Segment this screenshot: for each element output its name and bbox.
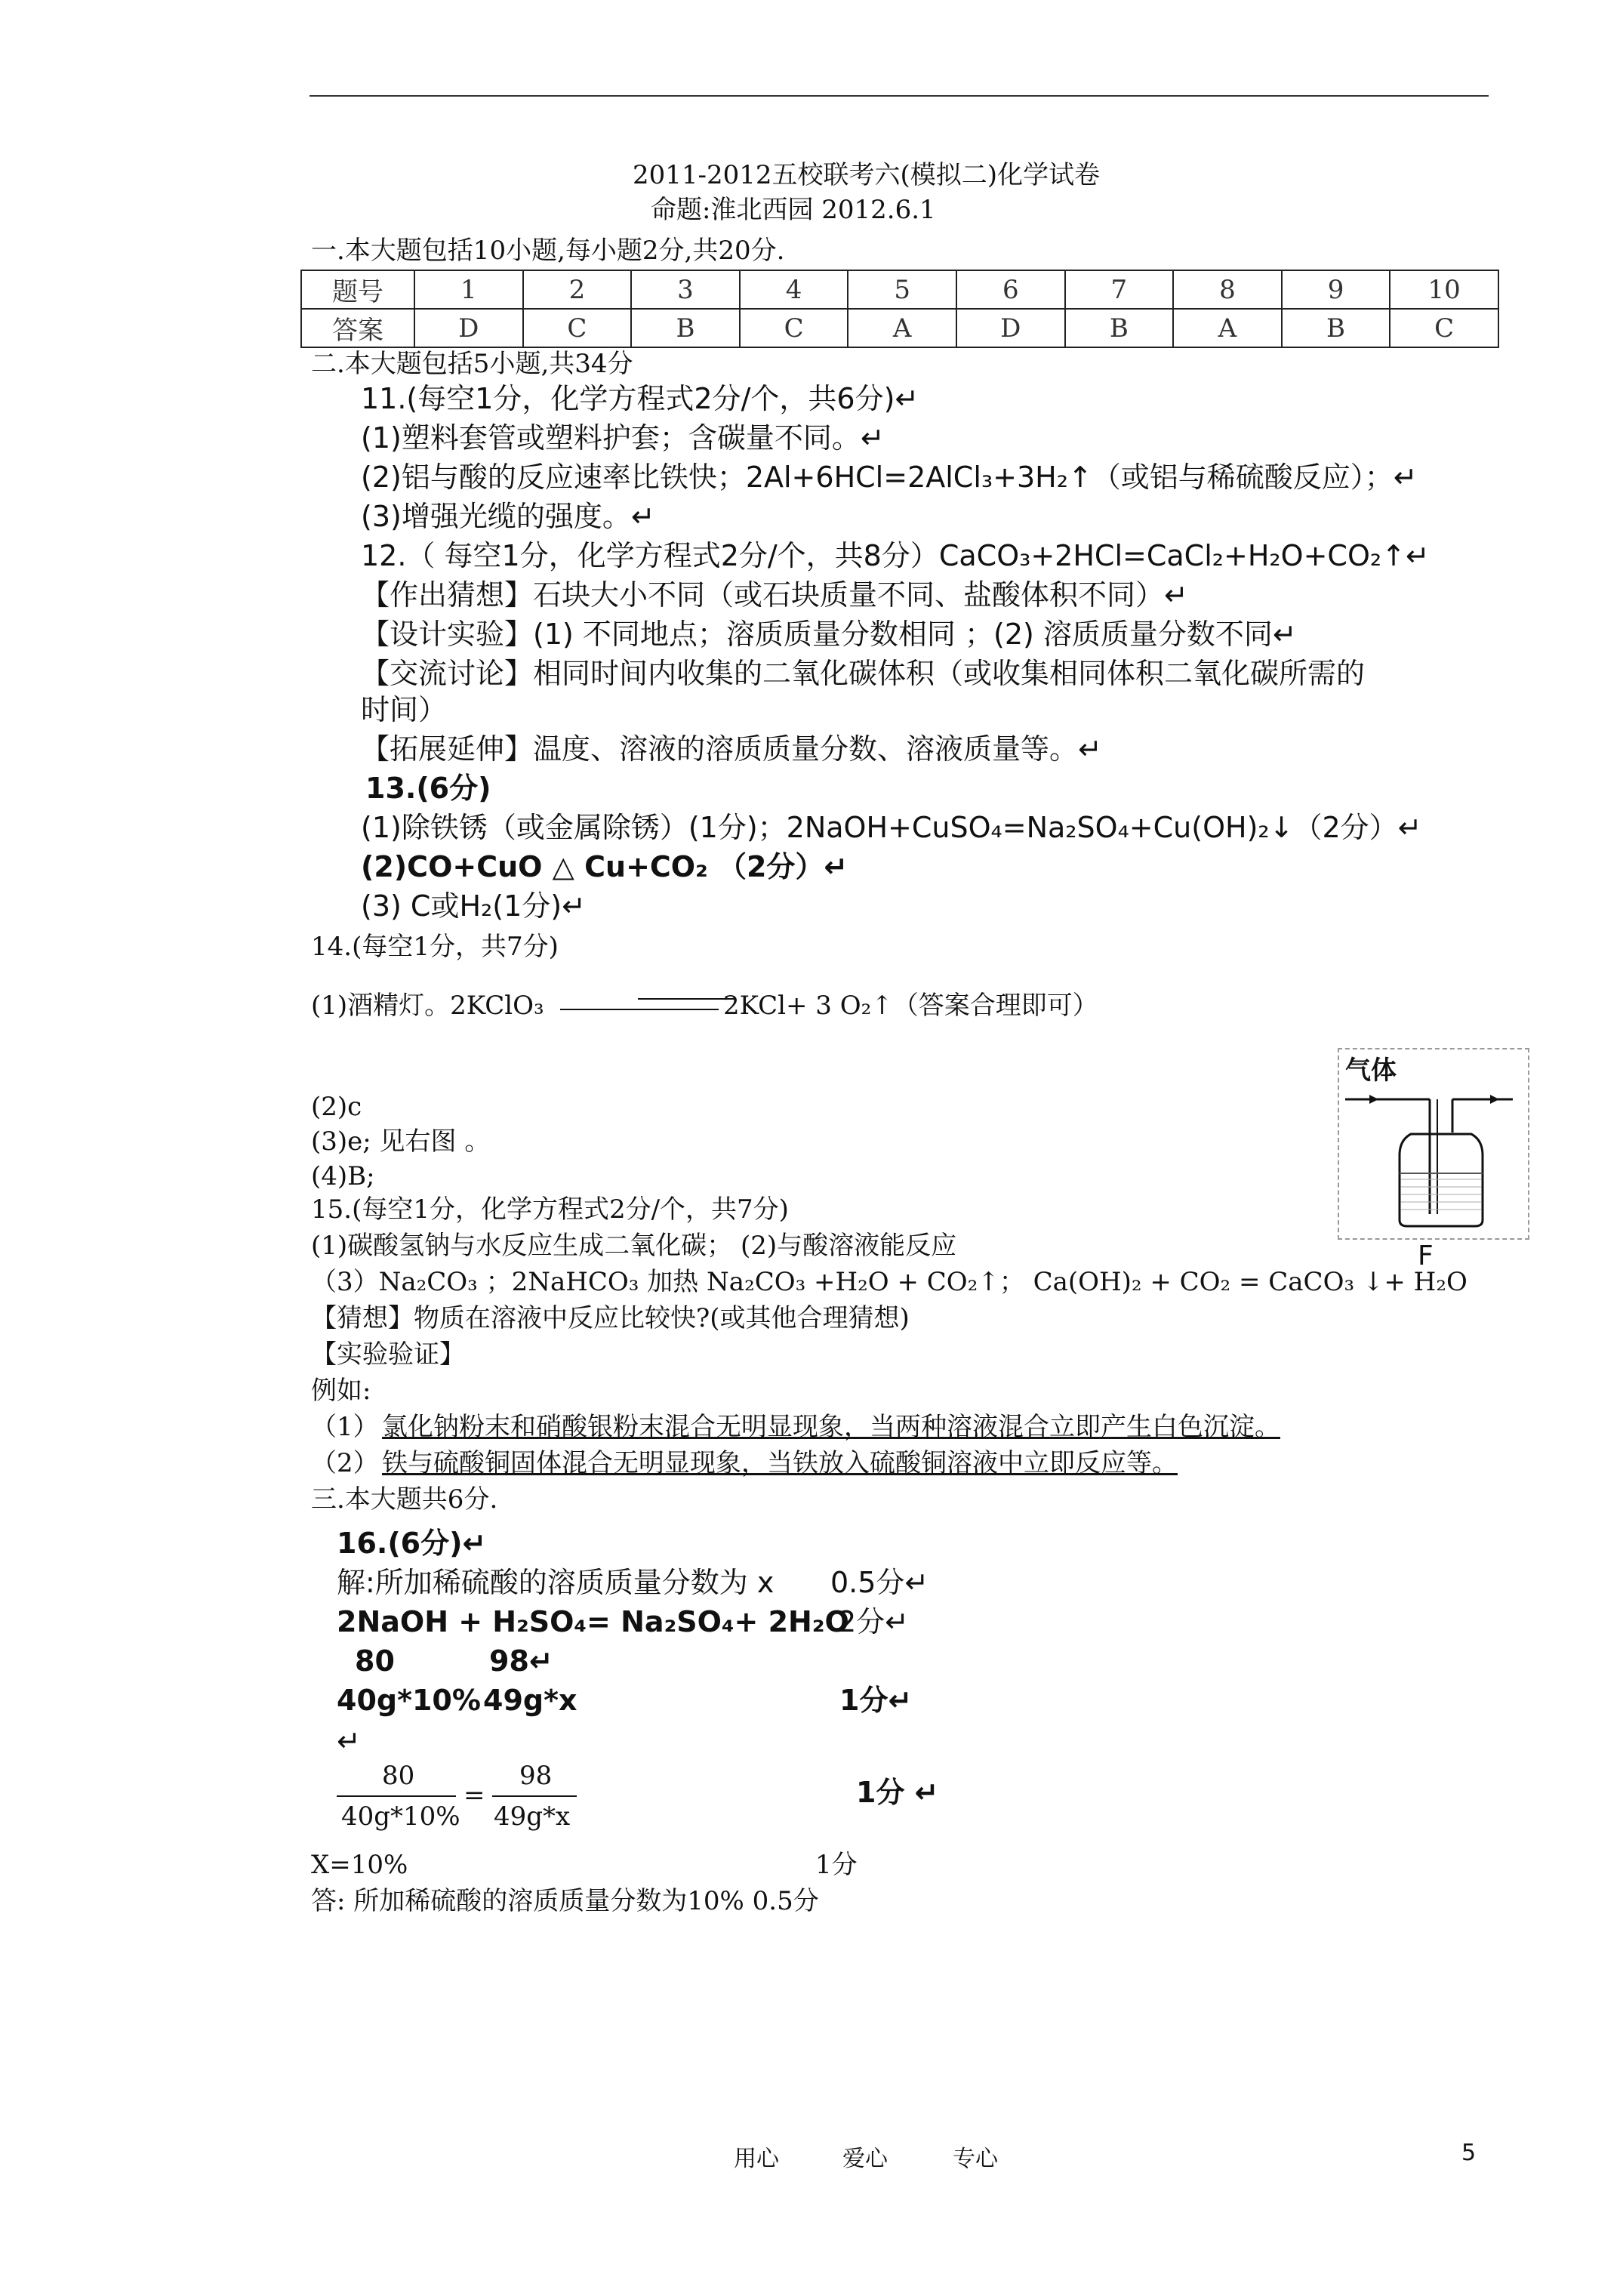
q11-line3: (3)增强光缆的强度。↵: [361, 500, 655, 533]
q15-line6-label: （1）: [311, 1412, 379, 1442]
table-cell: 10: [1390, 270, 1498, 309]
table-cell: B: [631, 309, 740, 347]
q15-line7-label: （2）: [311, 1448, 379, 1478]
q12-line2: 【设计实验】(1) 不同地点；溶质质量分数相同 ；(2) 溶质质量分数不同↵: [361, 618, 1297, 651]
figure-label-f: F: [1418, 1240, 1434, 1271]
q15-line2: （3）Na₂CO₃ ；2NaHCO₃ 加热 Na₂CO₃ +H₂O + CO₂↑； Ca(OH)₂ + CO₂ = CaCO₃ ↓+ H₂O: [311, 1267, 1467, 1297]
q14-line1b: 2KCl+ 3 O₂↑（答案合理即可）: [723, 991, 1098, 1021]
section2-heading: 二.本大题包括5小题,共34分: [311, 349, 633, 379]
answer-table: [300, 270, 1499, 348]
header-rule: [310, 95, 1489, 97]
table-cell: C: [1390, 309, 1498, 347]
q16-equation: 2NaOH + H₂SO₄= Na₂SO₄+ 2H₂O: [337, 1605, 849, 1638]
q15-line6-text: 氯化钠粉末和硝酸银粉末混合无明显现象，当两种溶液混合立即产生白色沉淀。: [382, 1412, 1280, 1442]
fraction2-denominator: 49g*x: [494, 1801, 571, 1832]
q14-line1a: (1)酒精灯。2KClO₃: [311, 991, 544, 1021]
q14-line3: (3)e; 见右图 。: [311, 1126, 491, 1157]
footer-motto-3: 专心: [953, 2146, 998, 2172]
q12-line1: 【作出猜想】石块大小不同（或石块质量不同、盐酸体积不同）↵: [361, 578, 1188, 612]
table-cell: C: [740, 309, 848, 347]
row-label-answer: 答案: [301, 309, 414, 347]
fraction1-numerator: 80: [382, 1761, 415, 1791]
q16-answer: 答: 所加稀硫酸的溶质质量分数为10% 0.5分: [311, 1886, 819, 1916]
q16-result: X=10%: [311, 1850, 408, 1880]
q16-result-score: 1分: [815, 1850, 858, 1880]
q15-line3: 【猜想】物质在溶液中反应比较快?(或其他合理猜想): [311, 1303, 910, 1333]
section1-heading: 一.本大题包括10小题,每小题2分,共20分.: [311, 236, 785, 266]
reaction-condition-line: [638, 998, 736, 1000]
fraction-score: 1分 ↵: [856, 1776, 939, 1809]
q15-line7-text: 铁与硫酸铜固体混合无明显现象，当铁放入硫酸铜溶液中立即反应等。: [382, 1448, 1178, 1478]
q16-given-h2so4: 49g*x: [483, 1684, 577, 1717]
q15-line4: 【实验验证】: [311, 1339, 465, 1370]
fraction2-numerator: 98: [519, 1761, 553, 1791]
row-label-number: 题号: [301, 270, 414, 309]
table-cell: 4: [740, 270, 848, 309]
table-cell: B: [1065, 309, 1174, 347]
table-cell: D: [414, 309, 523, 347]
q14-line2: (2)c: [311, 1092, 362, 1122]
table-cell: B: [1282, 309, 1390, 347]
q15-title: 15.(每空1分，化学方程式2分/个，共7分): [311, 1194, 789, 1225]
table-cell: A: [848, 309, 956, 347]
table-cell: 6: [956, 270, 1065, 309]
q16-given-score: 1分↵: [839, 1684, 913, 1717]
q12-line5: 【拓展延伸】温度、溶液的溶质质量分数、溶液质量等。↵: [361, 732, 1102, 766]
table-cell: 1: [414, 270, 523, 309]
q15-line5: 例如:: [311, 1376, 371, 1406]
table-row: [301, 309, 1498, 347]
footer-motto-1: 用心: [734, 2146, 779, 2172]
table-row: [301, 270, 1498, 309]
figure-gas-label: 气体: [1345, 1056, 1397, 1086]
q12-line4: 时间）: [361, 693, 448, 726]
q12-line3: 【交流讨论】相同时间内收集的二氧化碳体积（或收集相同体积二氧化碳所需的: [361, 657, 1366, 690]
fraction-equals: =: [463, 1780, 485, 1811]
exam-subtitle: 命题:淮北西园 2012.6.1: [651, 195, 936, 225]
q13-line2: (2)CO+CuO △ Cu+CO₂ （2分）↵: [361, 850, 848, 883]
table-cell: A: [1173, 309, 1282, 347]
page-number: 5: [1461, 2140, 1477, 2166]
table-cell: D: [956, 309, 1065, 347]
section3-heading: 三.本大题共6分.: [311, 1484, 498, 1515]
table-cell: C: [523, 309, 632, 347]
fraction1-bar: [337, 1795, 456, 1797]
q15-line1: (1)碳酸氢钠与水反应生成二氧化碳； (2)与酸溶液能反应: [311, 1231, 957, 1261]
table-cell: 5: [848, 270, 956, 309]
table-cell: 2: [523, 270, 632, 309]
fraction1-denominator: 40g*10%: [341, 1801, 460, 1832]
q13-title: 13.(6分): [365, 772, 491, 805]
figure-frame: [1338, 1048, 1529, 1240]
q16-mass-naoh: 80: [355, 1644, 395, 1678]
q12-title: 12.（ 每空1分，化学方程式2分/个，共8分）CaCO₃+2HCl=CaCl₂+H₂O+CO₂↑↵: [361, 539, 1430, 572]
q16-equation-score: 2分↵: [838, 1605, 910, 1638]
q16-given-naoh: 40g*10%: [337, 1684, 481, 1717]
q11-line2: (2)铝与酸的反应速率比铁快；2Al+6HCl=2AlCl₃+3H₂↑（或铝与稀硫酸反应）；↵: [361, 461, 1418, 494]
q16-line1: 解:所加稀硫酸的溶质质量分数为 x: [337, 1566, 775, 1599]
footer-motto-2: 爱心: [842, 2146, 888, 2172]
reaction-arrow-line: [560, 1009, 719, 1010]
q16-mass-h2so4: 98↵: [489, 1644, 553, 1678]
q14-line4: (4)B;: [311, 1161, 375, 1191]
q13-line3: (3) C或H₂(1分)↵: [361, 889, 586, 923]
q11-title: 11.(每空1分，化学方程式2分/个，共6分)↵: [361, 382, 919, 415]
table-cell: 8: [1173, 270, 1282, 309]
table-cell: 3: [631, 270, 740, 309]
q13-line1: (1)除铁锈（或金属除锈）(1分)；2NaOH+CuSO₄=Na₂SO₄+Cu(OH)₂↓（2分）↵: [361, 811, 1422, 844]
q11-line1: (1)塑料套管或塑料护套；含碳量不同。↵: [361, 421, 885, 455]
q16-title: 16.(6分)↵: [337, 1527, 487, 1560]
q16-blank-line: ↵: [337, 1724, 361, 1758]
q14-title: 14.(每空1分，共7分): [311, 932, 559, 962]
fraction2-bar: [492, 1795, 577, 1797]
q16-line1-score: 0.5分↵: [830, 1566, 929, 1599]
exam-title: 2011-2012五校联考六(模拟二)化学试卷: [633, 160, 1101, 190]
table-cell: 7: [1065, 270, 1174, 309]
table-cell: 9: [1282, 270, 1390, 309]
